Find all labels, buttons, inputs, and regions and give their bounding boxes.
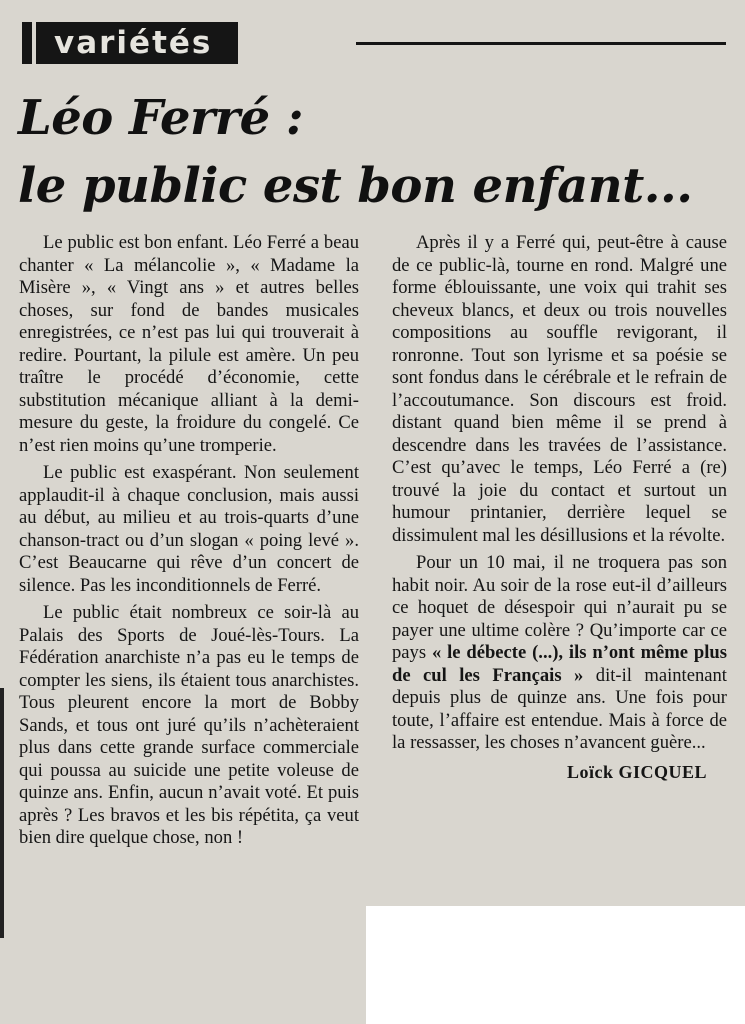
headline	[18, 84, 738, 220]
rubric-rule	[356, 42, 726, 45]
paragraph: Après il y a Ferré qui, peut-être à cause de ce public-là, tourne en rond. Malgré une forme éblouissante, une voix qui trahit ses cheveux blancs, et deux ou trois nouvelles compositions au souffle revigorant, il ronronne. Tout son lyrisme et sa poésie se sont fondus dans le cérébrale et le refrain de l’accoutumance. Son discours est froid. distant quand bien même il se prend à descendre dans les travées de l’assistance. C’est qu’avec le temps, Léo Ferré a (re) trouvé la joie du contact et surtout un humour printanier, derrière lequel se dissimulent mal les désillusions et la révolte.	[392, 232, 727, 546]
rubric-bar	[22, 22, 32, 64]
blank-area	[366, 906, 745, 1024]
clipping-edge	[0, 688, 4, 938]
section-rubric	[22, 22, 238, 64]
paragraph-text: dit-il maintenant depuis plus de quinze ans. Une fois pour toute, l’affaire est entendue. Mais à force de la ressasser, les choses n’avancent guère...	[392, 664, 727, 753]
paragraph	[392, 552, 727, 755]
quote: « le débecte (...), ils n’ont même plus de cul les Français »	[392, 642, 727, 686]
rubric-label: variétés	[36, 22, 238, 64]
right-column	[392, 232, 727, 783]
left-column	[19, 232, 359, 855]
paragraph: Le public était nombreux ce soir-là au Palais des Sports de Joué-lès-Tours. La Fédération anarchiste n’a pas eu le temps de compter les siens, ils étaient tous anarchistes. Tous pleurent encore la mort de Bobby Sands, et tous ont juré qu’ils n’achèteraient plus dans cette grande surface commerciale qui poussa au suicide une petite voleuse de quinze ans. Enfin, aucun n’avait voté. Et puis après ? Les bravos et les bis répétita, ça veut bien dire quelque chose, non !	[19, 602, 359, 848]
paragraph-text: Pour un 10 mai, il ne troquera pas son habit noir. Au soir de la rose eut-il d’ailleurs ce hoquet de désespoir qui n’aurait pu se payer une ultime colère ? Qu’importe car ce pays	[392, 552, 727, 663]
author-signature: Loïck GICQUEL	[566, 761, 707, 782]
headline-line-1: Léo Ferré :	[18, 90, 304, 146]
paragraph: Le public est exaspérant. Non seulement applaudit-il à chaque conclusion, mais aussi au début, au milieu et au trois-quarts d’une chanson-tract ou d’un slogan « poing levé ». C’est Beaucarne qui rêve d’un concert de silence. Pas les inconditionnels de Ferré.	[19, 462, 359, 596]
headline-line-2: le public est bon enfant...	[18, 158, 693, 214]
paragraph: Le public est bon enfant. Léo Ferré a beau chanter « La mélancolie », « Madame la Misère », « Vingt ans » et autres belles choses, sur fond de bandes musicales enregistrées, ce n’est pas lui qui trouverait à redire. Pourtant, la pilule est amère. Un peu traître le procédé d’économie, cette substitution mécanique alliant à la demi-mesure du geste, la froidure du congelé. Ce n’est rien moins qu’une tromperie.	[19, 232, 359, 456]
